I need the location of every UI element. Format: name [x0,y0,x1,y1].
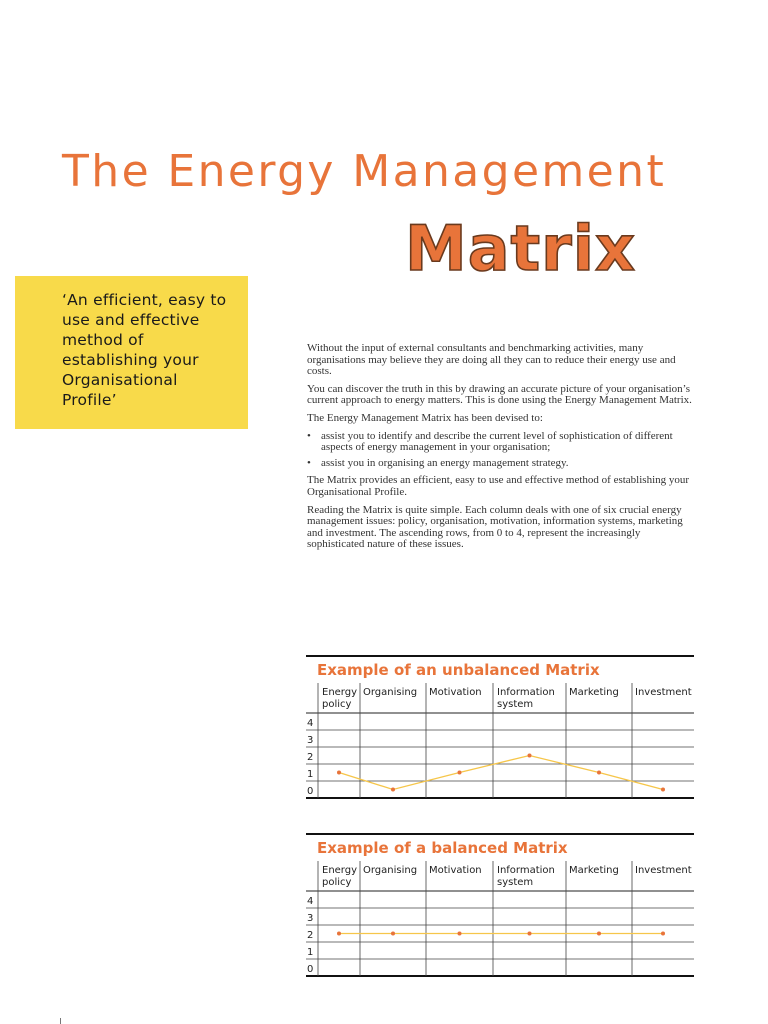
column-header: Investment [635,687,692,698]
list-item-text: assist you in organising an energy management strategy. [321,456,569,469]
series-line [339,756,663,790]
data-point [597,771,601,775]
balanced-matrix [306,833,694,978]
paragraph-3: The Energy Management Matrix has been devised to: [307,411,543,424]
pull-quote: ‘An efficient, easy to use and effective method of establishing your Organisational Profile’ [62,291,227,409]
column-header: Marketing [569,865,619,876]
row-label-level-3: 3 [307,735,314,746]
column-header: Organising [363,687,418,698]
row-label-level-4: 4 [307,718,314,729]
bullet-icon: • [307,456,311,469]
matrix-title: Example of a balanced Matrix [317,839,568,857]
row-label-level-0: 0 [307,964,314,975]
matrix-title: Example of an unbalanced Matrix [317,661,600,679]
row-label-level-1: 1 [307,769,314,780]
data-point [458,932,462,936]
column-header: Motivation [429,687,482,698]
row-label-level-4: 4 [307,896,314,907]
list-item-text: assist you to identify and describe the current level of sophistication of different aspects of energy management in your organisation; [321,429,673,454]
row-label-level-0: 0 [307,786,314,797]
column-header: Energy [322,865,358,876]
row-label-level-2: 2 [307,930,314,941]
footer-mark [60,1018,61,1024]
paragraph-5: Reading the Matrix is quite simple. Each column deals with one of six crucial energy management issues: policy, organisation, motivation, information systems, marketing and investment. The ascending rows, from 0 to 4, represent the increasingly sophisticated nature of these issues. [307,503,683,551]
column-header: system [497,877,534,888]
column-header: policy [322,699,352,710]
data-point [337,771,341,775]
column-header: Motivation [429,865,482,876]
data-point [528,932,532,936]
column-header: system [497,699,534,710]
matrix-grid [306,861,694,978]
column-header: Investment [635,865,692,876]
data-point [597,932,601,936]
data-point [528,754,532,758]
page-title: The Energy Management [62,146,667,197]
row-label-level-3: 3 [307,913,314,924]
unbalanced-matrix [306,655,694,800]
row-label-level-1: 1 [307,947,314,958]
row-label-level-2: 2 [307,752,314,763]
data-point [661,932,665,936]
bullet-icon: • [307,429,311,442]
list-item [307,458,699,470]
data-point [391,932,395,936]
column-header: Energy [322,687,358,698]
column-header: Information [497,687,555,698]
data-point [391,788,395,792]
column-header: Marketing [569,687,619,698]
paragraph-2: You can discover the truth in this by drawing an accurate picture of your organisation’s current approach to energy matters. This is done using the Energy Management Matrix. [307,382,692,407]
paragraph-1: Without the input of external consultants and benchmarking activities, many organisations may believe they are doing all they can to reduce their energy use and costs. [307,342,676,378]
data-point [661,788,665,792]
data-point [337,932,341,936]
column-header: policy [322,877,352,888]
list-item [307,431,699,454]
column-header: Organising [363,865,418,876]
paragraph-4: The Matrix provides an efficient, easy to use and effective method of establishing your Organisational Profile. [307,474,690,498]
data-point [458,771,462,775]
intro-text [307,343,699,557]
bullet-list [307,431,699,470]
page-title-emphasis: Matrix [405,212,636,285]
matrix-grid [306,683,694,800]
column-header: Information [497,865,555,876]
